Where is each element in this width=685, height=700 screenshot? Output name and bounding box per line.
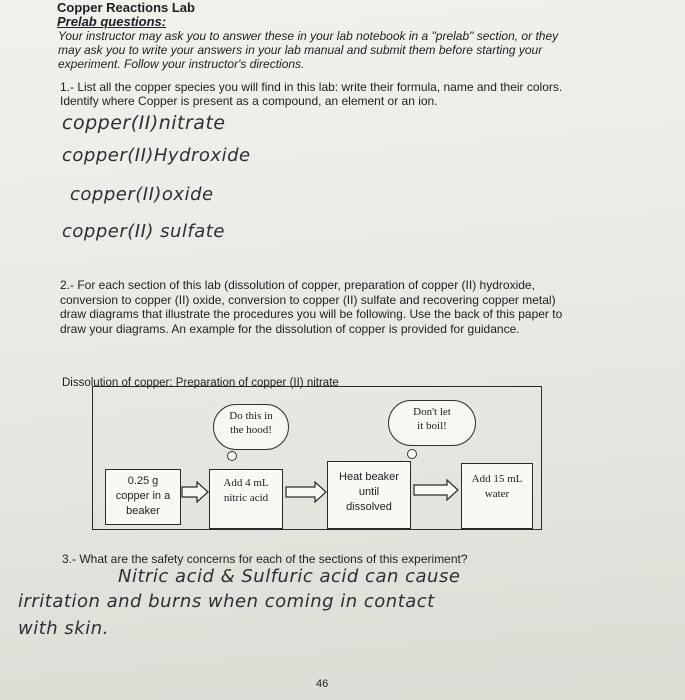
- step-4-line-1: Add 15 mL: [471, 473, 523, 485]
- cloud-2-line-1: Don't let: [413, 406, 451, 418]
- step-1-box: [105, 469, 181, 525]
- arrow-icon-2: [285, 481, 327, 503]
- worksheet-title: Copper Reactions Lab: [57, 0, 195, 15]
- step-2-box: [209, 469, 283, 529]
- question-1-text: 1.- List all the copper species you will find in this lab: write their formula, name and their colors. Identify where Copper is present as a compound, an element or an ion.: [60, 80, 563, 108]
- diagram-title: Dissolution of copper: Preparation of copper (II) nitrate: [62, 377, 339, 389]
- step-3-line-1: Heat beaker: [339, 471, 399, 483]
- instructions-text: Your instructor may ask you to answer these in your lab notebook in a "prelab" section, or they may ask you to write your answers in your lab manual and submit them before starting your experiment. Follow your instructor's directions.: [58, 29, 559, 71]
- cloud-1-line-2: the hood!: [230, 424, 272, 436]
- handwritten-answer-2: copper(II)Hydroxide: [62, 145, 251, 166]
- cloud-2-tail: [407, 449, 417, 459]
- handwritten-answer-line-2: irritation and burns when coming in contact: [18, 591, 435, 612]
- step-3-line-2: until: [358, 486, 380, 498]
- cloud-1-tail: [227, 451, 237, 461]
- step-1-line-2: copper in a: [115, 490, 171, 502]
- step-4-box: [461, 463, 533, 529]
- hood-warning-cloud: [213, 404, 289, 450]
- procedure-diagram: [92, 386, 542, 530]
- arrow-icon-3: [413, 479, 459, 501]
- question-2-text: 2.- For each section of this lab (dissolution of copper, preparation of copper (II) hydroxide, conversion to copper (II) oxide, conversion to copper (II) sulfate and recovering copper metal) draw diagrams that illustrate the procedures you will be following. Use the back of this paper to draw your diagrams. An example for the dissolution of copper is provided for guidance.: [60, 278, 563, 336]
- handwritten-answer-3: copper(II)oxide: [70, 184, 214, 205]
- step-3-box: [327, 461, 411, 529]
- prelab-heading: Prelab questions:: [57, 14, 167, 29]
- arrow-icon-1: [181, 481, 209, 503]
- question-3-text: 3.- What are the safety concerns for each of the sections of this experiment?: [62, 552, 468, 566]
- cloud-2-line-2: it boil!: [417, 420, 447, 432]
- handwritten-answer-line-1: Nitric acid & Sulfuric acid can cause: [118, 566, 461, 587]
- step-3-line-3: dissolved: [346, 501, 392, 513]
- handwritten-answer-4: copper(II) sulfate: [62, 221, 225, 242]
- boil-warning-cloud: [388, 400, 476, 446]
- step-2-line-1: Add 4 mL: [223, 477, 269, 489]
- handwritten-answer-line-3: with skin.: [18, 618, 109, 639]
- handwritten-answer-1: copper(II)nitrate: [62, 112, 226, 134]
- step-2-line-2: nitric acid: [223, 492, 269, 504]
- step-1-line-3: beaker: [126, 505, 160, 517]
- cloud-1-line-1: Do this in: [229, 410, 273, 422]
- step-1-line-1: 0.25 g: [127, 475, 159, 487]
- step-4-line-2: water: [484, 488, 510, 500]
- page-number: 46: [316, 678, 329, 690]
